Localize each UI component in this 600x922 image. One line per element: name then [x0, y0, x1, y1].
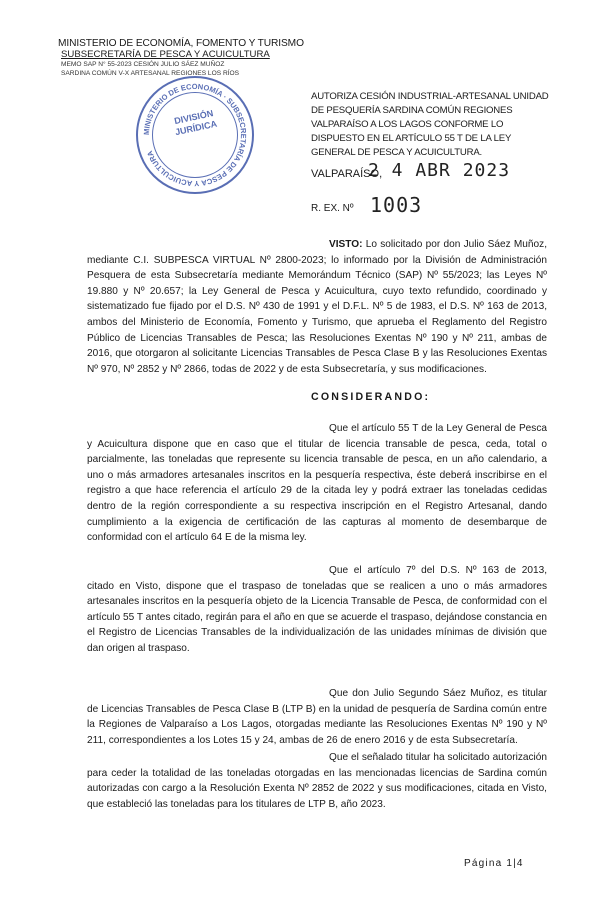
considerando-1: Que el artículo 55 T de la Ley General de Pesca y Acuicultura dispone que en caso que el titular de licencia transable de pesca, ceda, total o parcialmente, las toneladas que represente su licencia transable de pesca, en un año calendario, a uno o más armadores artesanales inscritos en la pesquería respectiva, éste deberá inscribirse en el registro a que hace referencia el artículo 29 de la citada ley y podrá extraer las toneladas cedidas dentro de la región correspondiente a su respectiva inscripción en el Registro Artesanal, dando cumplimiento a la exigencia de certificación de las capturas al momento de desembarque de conformidad con el artículo 64 E de la misma ley. — [87, 423, 547, 544]
resolution-label: R. EX. Nº — [311, 203, 354, 214]
subject-reference: SARDINA COMÚN V-X ARTESANAL REGIONES LOS RÍOS — [61, 70, 240, 77]
ministry-name: MINISTERIO DE ECONOMÍA, FOMENTO Y TURISMO — [58, 38, 304, 49]
stamp-center-text: DIVISIÓN JURÍDICA — [173, 108, 218, 138]
division-juridica-stamp — [136, 76, 254, 194]
page-number: Página 1|4 — [464, 858, 524, 869]
place-label: VALPARAÍSO, — [311, 168, 383, 180]
visto-text: Lo solicitado por don Julio Sáez Muñoz, mediante C.I. SUBPESCA VIRTUAL Nº 2800-2023; lo informado por la División de Administración Pesquera de esta Subsecretaría mediante Memorándum Técnico (SAP) Nº 55/2023; las Leyes Nº 19.880 y Nº 20.657; la Ley General de Pesca y Acuicultura, cuyo texto refundido, coordinado y sistematizado fue fijado por el D.S. Nº 430 de 1991 y el D.F.L. Nº 5 de 1983, el D.S. Nº 163 de 2013, ambos del Ministerio de Economía, Fomento y Turismo, que aprueba el Reglamento del Registro Público de Licencias Transables de Pesca; las Resoluciones Exentas Nº 190 y Nº 211, ambas de 2016, que otorgaron al solicitante Licencias Transables de Pesca Clase B y las Resoluciones Exentas Nº 970, Nº 2852 y Nº 2866, todas de 2022 y de esta Subsecretaría, y sus modificaciones. — [87, 239, 547, 375]
visto-label: VISTO: — [329, 239, 363, 250]
resolution-number: 1003 — [370, 193, 423, 217]
considerando-3: Que don Julio Segundo Sáez Muñoz, es titular de Licencias Transables de Pesca Clase B (LTP B) en la unidad de pesquería de Sardina común entre la Regiones de Valparaíso a Los Lagos, otorgadas mediante las Resoluciones Exentas Nº 190 y Nº 211, correspondientes a los Lotes 15 y 24, ambas de 26 de enero 2016 y de esta Subsecretaría. — [87, 688, 547, 746]
subsecretaria-name: SUBSECRETARÍA DE PESCA Y ACUICULTURA — [61, 49, 270, 60]
considerando-4: Que el señalado titular ha solicitado autorización para ceder la totalidad de las toneladas otorgadas en las mencionadas licencias de Sardina común autorizadas con cargo a la Resolución Exenta Nº 2852 de 2022 y sus modificaciones, citada en Visto, que estableció las toneladas para los titulares de LTP B, año 2023. — [87, 752, 547, 810]
considerando-heading: CONSIDERANDO: — [311, 391, 431, 403]
memo-reference: MEMO SAP N° 55-2023 CESIÓN JULIO SÁEZ MUÑOZ — [61, 61, 225, 68]
document-header — [58, 38, 308, 78]
considerando-2: Que el artículo 7º del D.S. Nº 163 de 2013, citado en Visto, dispone que el traspaso de toneladas que se realicen a uno o más armadores artesanales inscritos en la pesquería objeto de la Licencia Transable de Pesca, de conformidad con el artículo 55 T antes citado, regirán para el año en que se acuerde el traspaso, dejándose constancia en el Registro de Licencias Transables de la individualización de las unidades mínimas de división que dan origen al traspaso. — [87, 565, 547, 654]
stamped-date: 2 4 ABR 2023 — [368, 160, 511, 181]
visto-paragraph — [87, 237, 547, 377]
resolution-title: AUTORIZA CESIÓN INDUSTRIAL-ARTESANAL UNIDAD DE PESQUERÍA SARDINA COMÚN REGIONES VALPARAÍSO A LOS LAGOS CONFORME LO DISPUESTO EN EL ARTÍCULO 55 T DE LA LEY GENERAL DE PESCA Y ACUICULTURA. — [311, 91, 549, 158]
svg-text:MINISTERIO DE ECONOMÍA · SUBSE: MINISTERIO DE ECONOMÍA · SUBSECRETARÍA DE PESCA Y ACUICULTURA — [141, 81, 249, 189]
